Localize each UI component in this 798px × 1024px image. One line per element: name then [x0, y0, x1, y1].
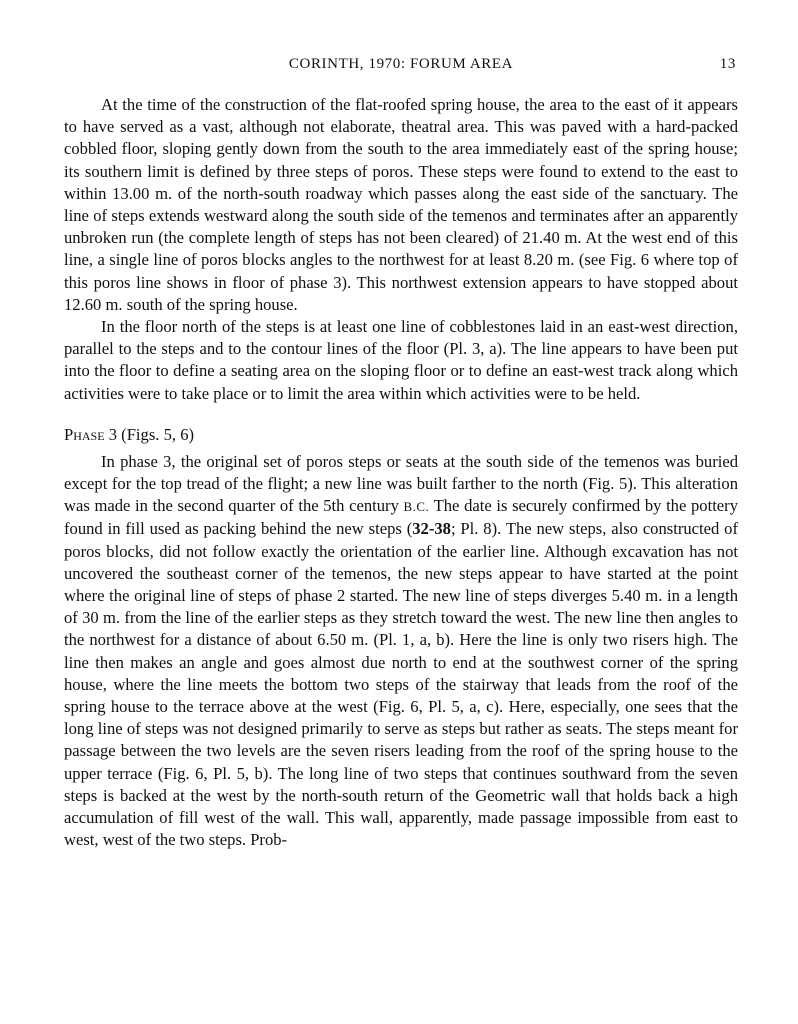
document-page	[64, 56, 738, 852]
running-head-title: CORINTH, 1970: FORUM AREA	[288, 56, 514, 72]
paragraph-cobblestone-line: In the floor north of the steps is at least one line of cobblestones laid in an east-west direction, parallel to the steps and to the contour lines of the floor (Pl. 3, a). The line appears to have been put into the floor to define a seating area on the sloping floor or to define an east-west track along which activities were to take place or to limit the area within which activities were to be held.	[64, 317, 738, 403]
paragraph-theatral-area: At the time of the construction of the flat-roofed spring house, the area to the east of it appears to have served as a vast, although not elaborate, theatral area. This was paved with a hard-packed cobbled floor, sloping gently down from the south to the area immediately east of the spring house; its southern limit is defined by three steps of poros. These steps were found to extend to the east to within 13.00 m. of the north-south roadway which passes along the east side of the sanctuary. The line of steps extends westward along the south side of the temenos and terminates after an apparently unbroken run (the complete length of steps has not been cleared) of 21.40 m. At the west end of this line, a single line of poros blocks angles to the northwest for at least 8.20 m. (see Fig. 6 where top of this poros line shows in floor of phase 3). This northwest extension appears to have stopped about 12.60 m. south of the spring house.	[64, 95, 738, 314]
page-number: 13	[719, 56, 736, 72]
paragraph-phase-3-part-3: ; Pl. 8). The new steps, also constructed of poros blocks, did not follow exactly the orientation of the earlier line. Although excavation has not uncovered the southeast corner of the temenos, the new steps appear to have started at the point where the original line of steps of phase 2 started. The new line of steps diverges 5.40 m. in a length of 30 m. from the line of the earlier steps as they stretch toward the west. The new line then angles to the northwest for a distance of about 6.50 m. (Pl. 1, a, b). Here the line is only two risers high. The line then makes an angle and goes almost due north to end at the southwest corner of the spring house, where the line meets the bottom two steps of the stairway that leads from the roof of the spring house to the terrace above at the west (Fig. 6, Pl. 5, a, c). Here, especially, one sees that the long line of steps was not designed primarily to serve as steps but rather as seats. The steps meant for passage between the two levels are the seven risers leading from the roof of the spring house to the upper terrace (Fig. 6, Pl. 5, b). The long line of two steps that continues southward from the seven steps is backed at the west by the north-south return of the Geometric wall that holds back a high accumulation of fill west of the wall. This wall, apparently, made passage impossible from east to west, west of the two steps. Prob-	[64, 519, 738, 850]
paragraph-phase-3-part-2: The date is securely confirmed by the pottery found in fill used as packing behind the new steps (	[64, 496, 738, 539]
section-heading-label: Phase	[64, 424, 105, 444]
body-text	[64, 94, 738, 852]
section-heading-phase-3	[64, 424, 738, 446]
paragraph-phase-3-part-1: In phase 3, the original set of poros steps or seats at the south side of the temenos was buried except for the top tread of the flight; a new line was built farther to the north (Fig. 5). This alteration was made in the second quarter of the 5th century	[64, 451, 738, 516]
running-head	[64, 56, 738, 80]
catalogue-reference: 32-38	[412, 519, 451, 539]
era-abbreviation: B.C.	[403, 499, 430, 515]
paragraph-phase-3	[64, 451, 738, 852]
section-heading-detail: 3 (Figs. 5, 6)	[108, 424, 195, 444]
